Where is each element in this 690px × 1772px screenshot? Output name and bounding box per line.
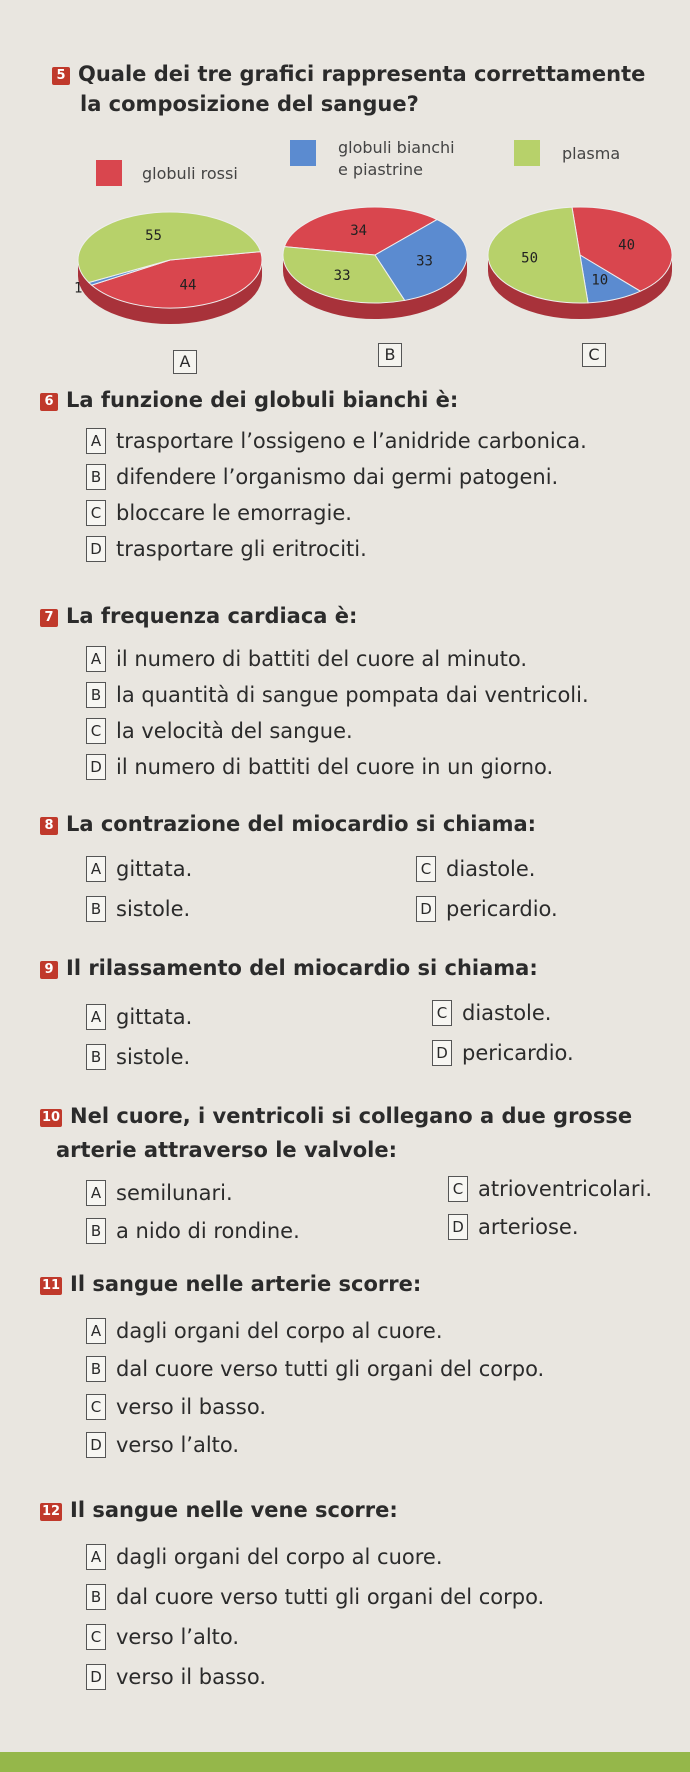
pie-value-label: 44 bbox=[179, 277, 197, 294]
pie-value-label: 33 bbox=[416, 253, 433, 270]
option-letter: D bbox=[86, 1432, 106, 1458]
question-6 bbox=[40, 388, 458, 412]
question-text: Quale dei tre grafici rappresenta correttamente bbox=[78, 62, 646, 86]
option-text: verso il basso. bbox=[116, 1395, 267, 1419]
q6-option-b[interactable] bbox=[86, 464, 558, 490]
option-letter: C bbox=[86, 1394, 106, 1420]
q7-option-c[interactable] bbox=[86, 718, 353, 744]
question-10 bbox=[40, 1104, 632, 1128]
q7-option-a[interactable] bbox=[86, 646, 527, 672]
option-letter: D bbox=[86, 536, 106, 562]
option-letter: C bbox=[86, 1624, 106, 1650]
question-text: Nel cuore, i ventricoli si collegano a due grosse bbox=[70, 1104, 633, 1128]
question-11 bbox=[40, 1272, 421, 1296]
q8-option-d[interactable] bbox=[416, 896, 558, 922]
question-number: 7 bbox=[40, 609, 58, 627]
legend-label-blue: globuli bianchi bbox=[338, 138, 455, 157]
q11-option-b[interactable] bbox=[86, 1356, 544, 1382]
q8-option-b[interactable] bbox=[86, 896, 190, 922]
option-letter: B bbox=[86, 464, 106, 490]
option-letter: C bbox=[86, 718, 106, 744]
chart-label-a: A bbox=[173, 350, 197, 374]
q10-option-b[interactable] bbox=[86, 1218, 300, 1244]
option-text: pericardio. bbox=[446, 897, 558, 921]
legend-label-blue-2: e piastrine bbox=[338, 160, 423, 179]
question-number: 12 bbox=[41, 1504, 61, 1519]
q7-option-d[interactable] bbox=[86, 754, 553, 780]
question-number: 5 bbox=[52, 67, 70, 85]
option-text: diastole. bbox=[462, 1001, 552, 1025]
pie-value-label: 1 bbox=[73, 280, 83, 297]
q11-option-a[interactable] bbox=[86, 1318, 443, 1344]
option-text: gittata. bbox=[116, 1005, 193, 1029]
option-text: dal cuore verso tutti gli organi del corpo. bbox=[116, 1585, 545, 1609]
option-text: trasportare gli eritrociti. bbox=[116, 537, 367, 561]
q12-option-d[interactable] bbox=[86, 1664, 266, 1690]
option-text: diastole. bbox=[446, 857, 536, 881]
option-text: trasportare l’ossigeno e l’anidride carbonica. bbox=[116, 429, 587, 453]
pie-value-label: 50 bbox=[521, 250, 539, 267]
q6-option-d[interactable] bbox=[86, 536, 367, 562]
q6-option-a[interactable] bbox=[86, 428, 587, 454]
q10-option-a[interactable] bbox=[86, 1180, 233, 1206]
option-letter: B bbox=[86, 1218, 106, 1244]
question-number: 10 bbox=[41, 1110, 61, 1125]
option-letter: D bbox=[432, 1040, 452, 1066]
option-letter: C bbox=[448, 1176, 468, 1202]
option-text: sistole. bbox=[116, 897, 191, 921]
q8-option-c[interactable] bbox=[416, 856, 536, 882]
pie-charts bbox=[0, 200, 690, 360]
chart-label-c: C bbox=[582, 343, 606, 367]
q6-option-c[interactable] bbox=[86, 500, 352, 526]
option-text: verso l’alto. bbox=[116, 1433, 240, 1457]
option-letter: A bbox=[86, 856, 106, 882]
legend-label-green: plasma bbox=[562, 144, 621, 163]
pie-chart-a bbox=[74, 212, 262, 324]
option-letter: C bbox=[432, 1000, 452, 1026]
option-text: a nido di rondine. bbox=[116, 1219, 300, 1243]
pie-value-label: 33 bbox=[333, 268, 351, 285]
option-letter: A bbox=[86, 1318, 106, 1344]
option-text: verso l’alto. bbox=[116, 1625, 240, 1649]
question-text: La frequenza cardiaca è: bbox=[66, 604, 358, 628]
chart-label-b: B bbox=[378, 343, 402, 367]
option-letter: B bbox=[86, 1356, 106, 1382]
option-letter: B bbox=[86, 1044, 106, 1070]
option-text: arteriose. bbox=[478, 1215, 579, 1239]
option-letter: C bbox=[86, 500, 106, 526]
question-text: Il sangue nelle vene scorre: bbox=[70, 1498, 398, 1522]
option-text: il numero di battiti del cuore in un giorno. bbox=[116, 755, 554, 779]
q12-option-c[interactable] bbox=[86, 1624, 239, 1650]
q11-option-c[interactable] bbox=[86, 1394, 266, 1420]
question-12 bbox=[40, 1498, 398, 1522]
question-text: La funzione dei globuli bianchi è: bbox=[66, 388, 459, 412]
q7-option-b[interactable] bbox=[86, 682, 589, 708]
option-letter: A bbox=[86, 1180, 106, 1206]
question-number: 6 bbox=[40, 393, 58, 411]
question-number: 11 bbox=[41, 1278, 61, 1293]
option-letter: B bbox=[86, 1584, 106, 1610]
option-text: gittata. bbox=[116, 857, 193, 881]
option-text: sistole. bbox=[116, 1045, 191, 1069]
pie-value-label: 34 bbox=[350, 223, 368, 240]
option-text: dal cuore verso tutti gli organi del corpo. bbox=[116, 1357, 545, 1381]
question-text: Il sangue nelle arterie scorre: bbox=[70, 1272, 422, 1296]
option-letter: D bbox=[448, 1214, 468, 1240]
page-bottom-band bbox=[0, 1752, 690, 1772]
option-letter: D bbox=[86, 1664, 106, 1690]
question-8 bbox=[40, 812, 536, 836]
option-text: dagli organi del corpo al cuore. bbox=[116, 1319, 443, 1343]
q9-option-c[interactable] bbox=[432, 1000, 552, 1026]
option-text: semilunari. bbox=[116, 1181, 233, 1205]
option-text: la quantità di sangue pompata dai ventricoli. bbox=[116, 683, 589, 707]
q10-option-c[interactable] bbox=[448, 1176, 652, 1202]
option-text: la velocità del sangue. bbox=[116, 719, 353, 743]
question-text: la composizione del sangue? bbox=[80, 92, 419, 116]
question-7 bbox=[40, 604, 357, 628]
legend-swatch-red bbox=[96, 160, 122, 186]
q12-option-a[interactable] bbox=[86, 1544, 443, 1570]
question-10-line2 bbox=[56, 1138, 397, 1162]
question-text: La contrazione del miocardio si chiama: bbox=[66, 812, 537, 836]
question-5-line2 bbox=[80, 92, 419, 116]
option-letter: D bbox=[86, 754, 106, 780]
option-text: il numero di battiti del cuore al minuto. bbox=[116, 647, 528, 671]
question-5 bbox=[52, 62, 645, 86]
option-text: dagli organi del corpo al cuore. bbox=[116, 1545, 443, 1569]
legend-swatch-blue bbox=[290, 140, 316, 166]
q9-option-d[interactable] bbox=[432, 1040, 574, 1066]
question-number: 9 bbox=[40, 961, 58, 979]
option-text: pericardio. bbox=[462, 1041, 574, 1065]
q10-option-d[interactable] bbox=[448, 1214, 579, 1240]
question-number: 8 bbox=[40, 817, 58, 835]
question-text: arterie attraverso le valvole: bbox=[56, 1138, 397, 1162]
q11-option-d[interactable] bbox=[86, 1432, 239, 1458]
option-letter: A bbox=[86, 646, 106, 672]
q9-option-a[interactable] bbox=[86, 1004, 192, 1030]
option-text: verso il basso. bbox=[116, 1665, 267, 1689]
option-letter: D bbox=[416, 896, 436, 922]
option-letter: A bbox=[86, 428, 106, 454]
q8-option-a[interactable] bbox=[86, 856, 192, 882]
option-text: bloccare le emorragie. bbox=[116, 501, 352, 525]
pie-value-label: 55 bbox=[145, 228, 162, 245]
option-letter: C bbox=[416, 856, 436, 882]
option-letter: A bbox=[86, 1544, 106, 1570]
question-9 bbox=[40, 956, 538, 980]
option-letter: B bbox=[86, 682, 106, 708]
pie-value-label: 10 bbox=[591, 272, 609, 289]
pie-chart-b bbox=[283, 207, 467, 319]
legend-swatch-green bbox=[514, 140, 540, 166]
option-text: difendere l’organismo dai germi patogeni. bbox=[116, 465, 559, 489]
legend-label-red: globuli rossi bbox=[142, 164, 238, 183]
pie-value-label: 40 bbox=[618, 237, 636, 254]
option-text: atrioventricolari. bbox=[478, 1177, 653, 1201]
option-letter: B bbox=[86, 896, 106, 922]
question-text: Il rilassamento del miocardio si chiama: bbox=[66, 956, 538, 980]
pie-chart-c bbox=[488, 207, 672, 319]
option-letter: A bbox=[86, 1004, 106, 1030]
q9-option-b[interactable] bbox=[86, 1044, 190, 1070]
q12-option-b[interactable] bbox=[86, 1584, 544, 1610]
